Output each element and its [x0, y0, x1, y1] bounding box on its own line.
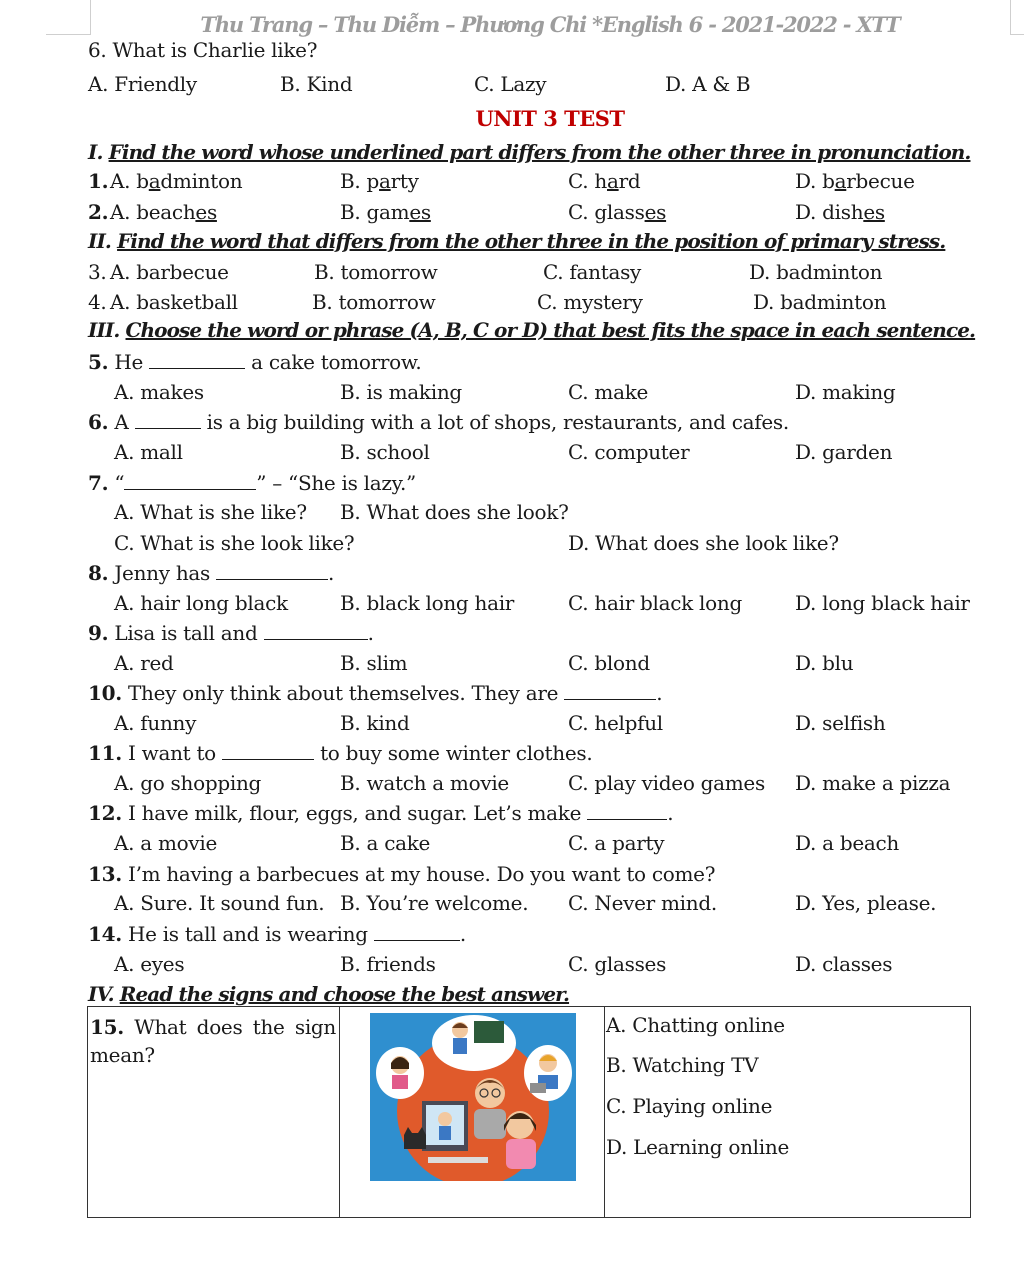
- q8-option-a[interactable]: A. hair long black: [114, 591, 288, 615]
- q6-option-b[interactable]: B. school: [340, 440, 430, 464]
- q7-option-d[interactable]: D. What does she look like?: [568, 531, 839, 555]
- q7-option-b[interactable]: B. What does she look?: [340, 500, 569, 524]
- q3-option-b[interactable]: B. tomorrow: [314, 260, 438, 284]
- q2-number: 2.: [88, 200, 109, 224]
- q10-option-d[interactable]: D. selfish: [795, 711, 886, 735]
- q1-option-b[interactable]: B. party: [340, 169, 419, 193]
- q11-option-d[interactable]: D. make a pizza: [795, 771, 951, 795]
- q2-option-a[interactable]: A. beaches: [110, 200, 217, 224]
- q8-option-c[interactable]: C. hair black long: [568, 591, 742, 615]
- q15-option-b[interactable]: B. Watching TV: [606, 1053, 759, 1077]
- q4-option-a[interactable]: A. basketball: [110, 290, 238, 314]
- q7-option-c[interactable]: C. What is she look like?: [114, 531, 355, 555]
- section-4-heading: IV. Read the signs and choose the best answer.: [88, 982, 570, 1006]
- q3-option-a[interactable]: A. barbecue: [110, 260, 229, 284]
- q11-option-b[interactable]: B. watch a movie: [340, 771, 509, 795]
- q8-option-d[interactable]: D. long black hair: [795, 591, 970, 615]
- sign-question-table: [87, 1006, 971, 1218]
- q1-option-d[interactable]: D. barbecue: [795, 169, 915, 193]
- q1-number: 1.: [88, 169, 109, 193]
- q5-option-d[interactable]: D. making: [795, 380, 896, 404]
- q6prev-option-c[interactable]: C. Lazy: [474, 72, 547, 96]
- answer-blank[interactable]: [135, 412, 201, 429]
- answer-blank[interactable]: [587, 803, 667, 820]
- q9-option-d[interactable]: D. blu: [795, 651, 854, 675]
- unit-title: UNIT 3 TEST: [475, 106, 625, 131]
- q5-option-c[interactable]: C. make: [568, 380, 649, 404]
- q2-option-b[interactable]: B. games: [340, 200, 431, 224]
- q13-option-d[interactable]: D. Yes, please.: [795, 891, 937, 915]
- table-divider: [339, 1007, 340, 1217]
- q9-option-b[interactable]: B. slim: [340, 651, 408, 675]
- q9-stem: 9. Lisa is tall and .: [88, 621, 374, 645]
- question-6-prev: [88, 38, 317, 62]
- q9-option-c[interactable]: C. blond: [568, 651, 650, 675]
- answer-blank[interactable]: [124, 473, 256, 490]
- q15-option-d[interactable]: D. Learning online: [606, 1135, 789, 1159]
- q6prev-option-b[interactable]: B. Kind: [280, 72, 353, 96]
- q6-option-d[interactable]: D. garden: [795, 440, 893, 464]
- q7-option-a[interactable]: A. What is she like?: [114, 500, 307, 524]
- q6-option-c[interactable]: C. computer: [568, 440, 690, 464]
- q14-stem: 14. He is tall and is wearing .: [88, 922, 466, 946]
- q2-option-c[interactable]: C. glasses: [568, 200, 667, 224]
- q7-stem: 7. “ ” – “She is lazy.”: [88, 471, 416, 495]
- q15-option-a[interactable]: A. Chatting online: [606, 1013, 785, 1037]
- q12-option-d[interactable]: D. a beach: [795, 831, 899, 855]
- q11-option-c[interactable]: C. play video games: [568, 771, 765, 795]
- q4-number: 4.: [88, 290, 107, 314]
- question-number: 6.: [88, 38, 107, 62]
- section-3-heading: III. Choose the word or phrase (A, B, C or D) that best fits the space in each sentence.: [88, 318, 976, 342]
- q14-option-a[interactable]: A. eyes: [114, 952, 185, 976]
- answer-blank[interactable]: [216, 563, 328, 580]
- q10-option-a[interactable]: A. funny: [114, 711, 197, 735]
- q3-number: 3.: [88, 260, 107, 284]
- q14-option-b[interactable]: B. friends: [340, 952, 436, 976]
- q6-stem: 6. A is a big building with a lot of shops, restaurants, and cafes.: [88, 410, 789, 434]
- section-2-heading: II. Find the word that differs from the other three in the position of primary stress.: [88, 229, 946, 253]
- q2-option-d[interactable]: D. dishes: [795, 200, 885, 224]
- q4-option-d[interactable]: D. badminton: [753, 290, 887, 314]
- q13-option-b[interactable]: B. You’re welcome.: [340, 891, 529, 915]
- q8-option-b[interactable]: B. black long hair: [340, 591, 515, 615]
- q10-option-b[interactable]: B. kind: [340, 711, 410, 735]
- q1-option-a[interactable]: A. badminton: [110, 169, 243, 193]
- q14-option-d[interactable]: D. classes: [795, 952, 893, 976]
- answer-blank[interactable]: [149, 352, 245, 369]
- q10-stem: 10. They only think about themselves. They are .: [88, 681, 663, 705]
- q8-stem: 8. Jenny has .: [88, 561, 335, 585]
- page-header: Thu Trang – Thu Diễm – Phương Chi *English 6 - 2021-2022 - XTT: [200, 12, 900, 37]
- question-text: What is Charlie like?: [112, 38, 318, 62]
- online-learning-sign-illustration: [370, 1013, 576, 1181]
- section-1-heading: I. Find the word whose underlined part differs from the other three in pronunciation.: [88, 140, 971, 164]
- q13-option-c[interactable]: C. Never mind.: [568, 891, 717, 915]
- q12-option-a[interactable]: A. a movie: [114, 831, 217, 855]
- q12-option-c[interactable]: C. a party: [568, 831, 665, 855]
- q3-option-d[interactable]: D. badminton: [749, 260, 883, 284]
- answer-blank[interactable]: [264, 623, 368, 640]
- q3-option-c[interactable]: C. fantasy: [543, 260, 642, 284]
- table-divider: [604, 1007, 605, 1217]
- q5-option-b[interactable]: B. is making: [340, 380, 462, 404]
- q11-option-a[interactable]: A. go shopping: [114, 771, 262, 795]
- q14-option-c[interactable]: C. glasses: [568, 952, 667, 976]
- q15-stem: 15. What does the sign mean?: [90, 1015, 336, 1067]
- q5-option-a[interactable]: A. makes: [114, 380, 204, 404]
- q13-stem: 13. I’m having a barbecues at my house. Do you want to come?: [88, 862, 716, 886]
- q10-option-c[interactable]: C. helpful: [568, 711, 663, 735]
- q4-option-c[interactable]: C. mystery: [537, 290, 643, 314]
- answer-blank[interactable]: [564, 683, 656, 700]
- q11-stem: 11. I want to to buy some winter clothes.: [88, 741, 593, 765]
- q15-option-c[interactable]: C. Playing online: [606, 1094, 773, 1118]
- q1-option-c[interactable]: C. hard: [568, 169, 641, 193]
- q12-stem: 12. I have milk, flour, eggs, and sugar. Let’s make .: [88, 801, 674, 825]
- q4-option-b[interactable]: B. tomorrow: [312, 290, 436, 314]
- q13-option-a[interactable]: A. Sure. It sound fun.: [114, 891, 325, 915]
- q9-option-a[interactable]: A. red: [114, 651, 174, 675]
- q6prev-option-d[interactable]: D. A & B: [665, 72, 751, 96]
- answer-blank[interactable]: [222, 743, 314, 760]
- q12-option-b[interactable]: B. a cake: [340, 831, 431, 855]
- q5-stem: 5. He a cake tomorrow.: [88, 350, 422, 374]
- q6-option-a[interactable]: A. mall: [114, 440, 183, 464]
- q6prev-option-a[interactable]: A. Friendly: [88, 72, 197, 96]
- answer-blank[interactable]: [374, 924, 460, 941]
